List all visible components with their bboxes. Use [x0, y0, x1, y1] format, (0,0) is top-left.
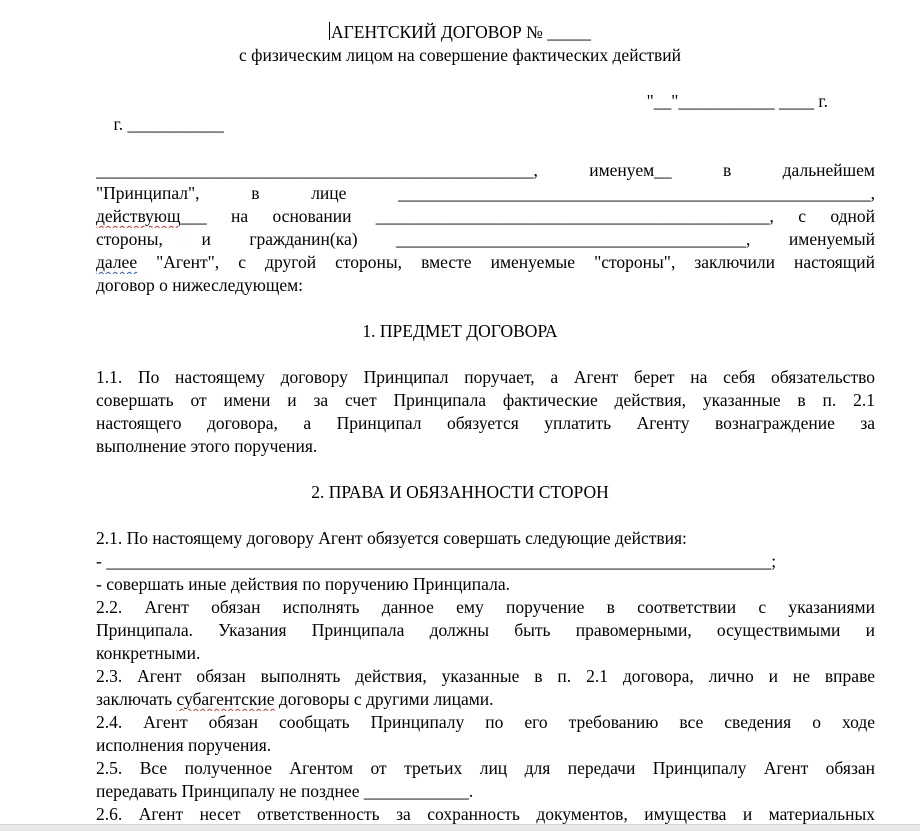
clause-2-1-item-1: - ____________________________________________________________________________;: [96, 551, 777, 571]
clause-2-1: 2.1. По настоящему договору Агент обязуется совершать следующие действия:: [96, 528, 687, 548]
intro-line-3: действующ___ на основании _____________________________________________, с одной: [96, 206, 875, 226]
text-cursor: [329, 22, 330, 40]
date-field: "__"___________ ____ г.: [646, 91, 828, 111]
grammar-check-word[interactable]: далее: [96, 252, 138, 272]
clause-2-2-line-1: 2.2. Агент обязан исполнять данное ему поручение в соответствии с указаниями: [96, 597, 875, 617]
clause-2-1-item-2: - совершать иные действия по поручению Принципала.: [96, 574, 510, 594]
clause-2-4-line-1: 2.4. Агент обязан сообщать Принципалу по его требованию все сведения о ходе: [96, 712, 875, 732]
document-subtitle: с физическим лицом на совершение фактических действий: [239, 45, 681, 65]
spellcheck-word[interactable]: действующ: [96, 206, 181, 226]
intro-line-5: далее "Агент", с другой стороны, вместе именуемые "стороны", заключили настоящий: [96, 252, 875, 272]
city-field: г. ___________: [113, 114, 224, 134]
clause-1-1-line-3: настоящего договора, а Принципал обязуется уплатить Агенту вознаграждение за: [96, 413, 875, 433]
section-2-heading: 2. ПРАВА И ОБЯЗАННОСТИ СТОРОН: [311, 482, 609, 502]
clause-2-5-line-2: передавать Принципалу не позднее ____________.: [96, 781, 474, 801]
section-1-heading: 1. ПРЕДМЕТ ДОГОВОРА: [362, 321, 558, 341]
spellcheck-word[interactable]: субагентские: [176, 689, 275, 709]
clause-1-1-line-2: совершать от имени и за счет Принципала фактические действия, указанные в п. 2.1: [96, 390, 875, 410]
clause-1-1-line-1: 1.1. По настоящему договору Принципал поручает, а Агент берет на себя обязательство: [96, 367, 875, 387]
intro-line-6: договор о нижеследующем:: [96, 275, 304, 295]
intro-line-1: __________________________________________________, именуем__ в дальнейшем: [96, 160, 875, 180]
clause-2-2-line-3: конкретными.: [96, 643, 201, 663]
clause-2-3-line-1: 2.3. Агент обязан выполнять действия, указанные в п. 2.1 договора, лично и не вправе: [96, 666, 875, 686]
intro-line-4: стороны, и гражданин(ка) ________________________________________, именуемый: [96, 229, 875, 249]
clause-2-3-line-2: заключать субагентские договоры с другими лицами.: [96, 689, 494, 709]
clause-2-4-line-2: исполнения поручения.: [96, 735, 272, 755]
clause-2-6-line-1: 2.6. Агент несет ответственность за сохранность документов, имущества и материальных: [96, 804, 875, 824]
document-title: АГЕНТСКИЙ ДОГОВОР № _____: [331, 22, 591, 42]
clause-2-2-line-2: Принципала. Указания Принципала должны быть правомерными, осуществимыми и: [96, 620, 875, 640]
intro-line-2: "Принципал", в лице ______________________________________________________,: [96, 183, 875, 203]
clause-2-5-line-1: 2.5. Все полученное Агентом от третьих лиц для передачи Принципалу Агент обязан: [96, 758, 875, 778]
clause-1-1-line-4: выполнение этого поручения.: [96, 436, 318, 456]
